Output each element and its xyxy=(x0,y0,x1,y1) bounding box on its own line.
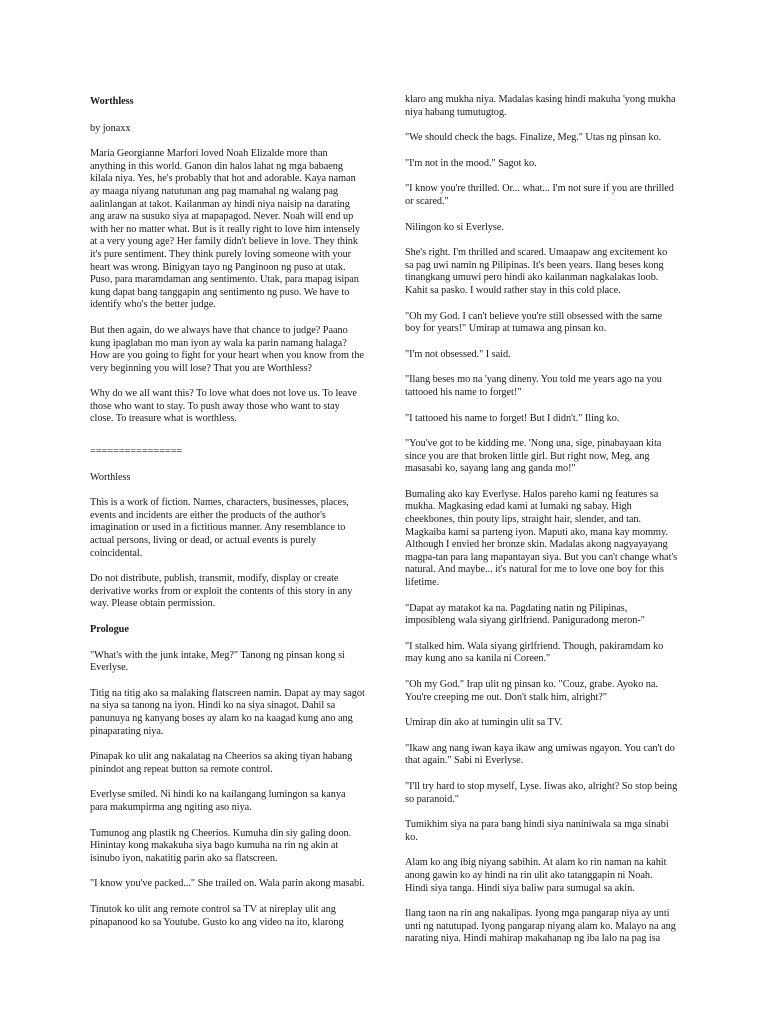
paragraph: "Oh my God. I can't believe you're still obsessed with the same boy for years!" Umirap at tumawa ang pinsan ko. xyxy=(405,310,662,335)
paragraph: Alam ko ang ibig niyang sabihin. At alam ko rin naman na kahit anong gawin ko ay hindi na rin ulit ako tatanggapin ni Noah. Hindi siya tanga. Hindi siya baliw para sumugal sa akin. xyxy=(405,857,667,894)
paragraph: "Dapat ay matakot ka na. Pagdating natin ng Pilipinas, imposibleng wala siyang girlfriend. Paniguradong meron-" xyxy=(405,602,645,627)
paragraph: Nilingon ko si Everlyse. xyxy=(405,221,504,233)
paragraph: "I know you're thrilled. Or... what... I'm not sure if you are thrilled or scared." xyxy=(405,183,674,207)
byline: by jonaxx xyxy=(90,122,131,134)
paragraph: Do not distribute, publish, transmit, modify, display or create derivative works from or exploit the contents of this story in any way. Please obtain permission. xyxy=(90,573,353,610)
paragraph: Tumunog ang plastik ng Cheerios. Kumuha din siy galing doon. Hinintay kong makakuha siya bago kumuha na rin ng akin at isinubo iyon, nakatitig parin ako sa flatscreen. xyxy=(90,827,352,864)
paragraph: klaro ang mukha niya. Madalas kasing hindi makuha 'yong mukha niya habang tumutugtog. xyxy=(405,94,676,118)
paragraph: She's right. I'm thrilled and scared. Umaapaw ang excitement ko sa pag uwi namin ng Pilipinas. It's been years. Ilang beses kong tinangkang umuwi pero hindi ako kailanman nagkalakas loob. Kahit sa pasko. I would rather stay in this cold place. xyxy=(405,247,668,296)
paragraph: "You've got to be kidding me. 'Nong una, sige, pinabayaan kita since you are that broken little girl. But right now, Meg, ang masasabi ko, sayang lang ang ganda mo!" xyxy=(405,438,662,475)
paragraph: "I'll try hard to stop myself, Lyse. Iiwas ako, alright? So stop being so paranoid." xyxy=(405,780,678,805)
paragraph: "We should check the bags. Finalize, Meg." Utas ng pinsan ko. xyxy=(405,132,662,144)
prologue-heading: Prologue xyxy=(90,624,129,635)
paragraph: "Ikaw ang nang iwan kaya ikaw ang umiwas ngayon. You can't do that again." Sabi ni Everlyse. xyxy=(405,742,675,767)
paragraph: "What's with the junk intake, Meg?" Tanong ng pinsan kong si Everlyse. xyxy=(90,649,345,674)
paragraph: "I'm not obsessed." I said. xyxy=(405,348,511,360)
paragraph: "Oh my God." Irap ulit ng pinsan ko. "Couz, grabe. Ayoko na. You're creeping me out. Don't stalk him, alright?" xyxy=(405,679,658,703)
paragraph: "I know you've packed..." She trailed on. Wala parin akong masabi. xyxy=(90,878,365,890)
paragraph: Pinapak ko ulit ang nakalatag na Cheerios sa aking tiyan habang pinindot ang repeat button sa remote control. xyxy=(90,751,353,775)
right-column xyxy=(405,94,678,959)
paragraph: But then again, do we always have that chance to judge? Paano kung ipaglaban mo man iyon ay wala ka parin namang halaga? How are you going to fight for your heart when you know from the very beginning you will lose? That you are Worthless? xyxy=(90,324,364,374)
paragraph: "I'm not in the mood." Sagot ko. xyxy=(405,157,537,169)
paragraph: "I tattooed his name to forget! But I didn't." Iling ko. xyxy=(405,412,620,424)
paragraph: "Ilang beses mo na 'yang dineny. You told me years ago na you tattooed his name to forget!" xyxy=(405,374,662,398)
paragraph: Ilang taon na rin ang nakalipas. Iyong mga pangarap niya ay unti unti ng natutupad. Iyong pangarap niyang alam ko. Malayo na ang narating niya. Hindi mahirap makahanap ng iba lalo na pag isa xyxy=(405,908,676,945)
paragraph: Worthless xyxy=(90,471,131,483)
page-title: Worthless xyxy=(90,96,134,107)
paragraph: Tumikhim siya na para bang hindi siya naniniwala sa mga sinabi ko. xyxy=(405,819,669,843)
paragraph: Bumaling ako kay Everlyse. Halos pareho kami ng features sa mukha. Magkasing edad kami at lumaki ng sabay. High cheekbones, thin pouty lips, straight hair, slender, and tan. Magkaiba kami sa parteng iyon. Maputi ako, mana kay mommy. Although I envied her bronze skin. Madalas akong nagyayayang magpa-tan para lang mapantayan siya. But you can't change what's natural. And maybe... it's natural for me to love one boy for this lifetime. xyxy=(405,488,678,589)
paragraph: Everlyse smiled. Ni hindi ko na kailangang lumingon sa kanya para makumpirma ang ngiting aso niya. xyxy=(90,789,346,813)
paragraph: Umirap din ako at tumingin ulit sa TV. xyxy=(405,717,563,729)
paragraph: Tinutok ko ulit ang remote control sa TV at nireplay ulit ang pinapanood ko sa Youtube. Gusto ko ang video na ito, klarong xyxy=(90,903,344,928)
paragraph: Titig na titig ako sa malaking flatscreen namin. Dapat ay may sagot na siya sa tanong na iyon. Hindi ko na siya sinagot. Dahil sa panunuya ng kanyang boses ay alam ko na kaagad kung ano ang pinaparating niya. xyxy=(90,687,365,737)
paragraph: This is a work of fiction. Names, characters, businesses, places, events and incidents are either the products of the author's imagination or used in a fictitious manner. Any resemblance to actual persons, living or dead, or actual events is purely coincidental. xyxy=(90,497,349,559)
paragraph: Why do we all want this? To love what does not love us. To leave those who want to stay. To push away those who want to stay close. To treasure what is worthless. xyxy=(90,388,357,425)
paragraph: "I stalked him. Wala siyang girlfriend. Though, pakiramdam ko may kung ano sa kanila ni Coreen." xyxy=(405,640,664,665)
left-column xyxy=(90,0,365,942)
section-divider: ================ xyxy=(90,446,183,458)
paragraph: Maria Georgianne Marfori loved Noah Elizalde more than anything in this world. Ganon din halos lahat ng mga babaeng kilala niya. Yes, he's probably that hot and adorable. Kaya naman ay maaga niyang natutunan ang pag mamahal ng walang pag aalinlangan at takot. Kailanman ay hindi niya naisip na darating ang araw na susuko siya at mapapagod. Never. Noah will end up with her no matter what. But is it really right to love him intensely at a very young age? Her family didn't believe in love. They think it's pure sentiment. They think purely loving someone with your heart was wrong. Binigyan tayo ng Panginoon ng puso at utak. Puso, para maramdaman ang sentimento. Utak, para mapag isipan kung dapat bang tanggapin ang sentimento ng puso. We have to identify who's the better judge. xyxy=(90,148,360,311)
